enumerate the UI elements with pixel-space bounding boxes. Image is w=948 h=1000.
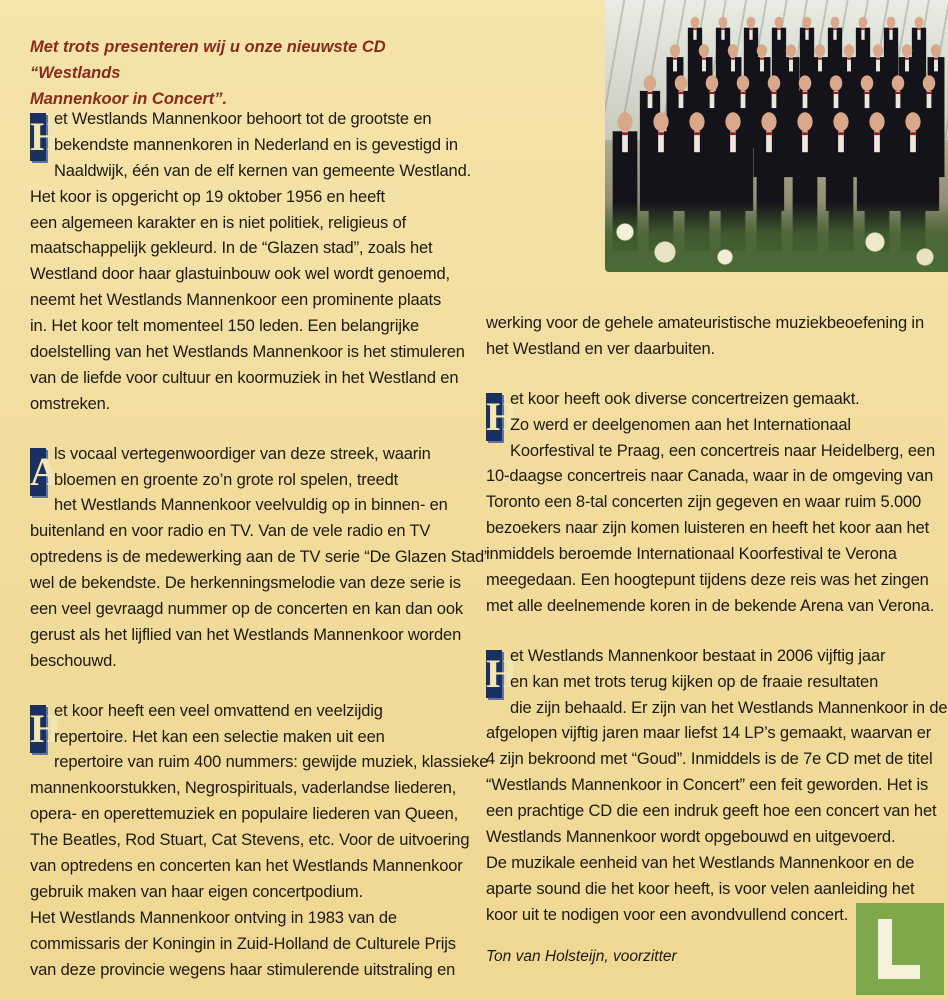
text-line: meegedaan. Een hoogtepunt tijdens deze reis was het zingen — [486, 571, 929, 590]
text-line: van de liefde voor cultuur en koormuziek in het Westland en — [30, 368, 459, 387]
text-line: het Westlands Mannenkoor veelvuldig op in binnen- en — [54, 496, 448, 515]
text-line: Westlands Mannenkoor wordt opgebouwd en uitgevoerd. — [486, 828, 896, 847]
text-line: Het Westlands Mannenkoor ontving in 1983 van de — [30, 908, 397, 927]
paragraph — [30, 107, 472, 418]
text-line: omstreken. — [30, 394, 111, 413]
text-line: met alle deelnemende koren in de bekende Arena van Verona. — [486, 596, 935, 615]
intro-line: Met trots presenteren wij u onze nieuwste CD “Westlands — [30, 38, 386, 83]
text-line: maatschappelijk gekleurd. In de “Glazen stad”, zoals het — [30, 239, 433, 258]
text-line: The Beatles, Rod Stuart, Cat Stevens, etc. Voor de uitvoering — [30, 831, 470, 850]
text-line: repertoire. Het kan een selectie maken uit een — [54, 727, 385, 746]
text-line: van deze provincie wegens haar stimulerende uitstraling en — [30, 960, 456, 979]
paragraph — [486, 387, 935, 620]
text-line: beschouwd. — [30, 651, 117, 670]
text-line: opera- en operettemuziek en populaire liederen van Queen, — [30, 805, 459, 824]
text-line: neemt het Westlands Mannenkoor een prominente plaats — [30, 291, 442, 310]
intro-line: Mannenkoor in Concert”. — [30, 90, 228, 109]
right-text-column — [486, 311, 948, 953]
text-line: et koor heeft ook diverse concertreizen gemaakt. — [510, 389, 860, 408]
paragraph — [30, 699, 489, 984]
text-line: 10-daagse concertreis naar Canada, waar in de omgeving van — [486, 467, 934, 486]
drop-cap: H — [30, 705, 61, 751]
signature: Ton van Holsteijn, voorzitter — [486, 948, 677, 965]
text-line: et Westlands Mannenkoor bestaat in 2006 vijftig jaar — [510, 646, 886, 665]
text-line: het Westland en ver daarbuiten. — [486, 339, 715, 358]
text-line: et Westlands Mannenkoor behoort tot de grootste en — [54, 110, 432, 128]
text-line: Het koor is opgericht op 19 oktober 1956 en heeft — [30, 187, 385, 206]
drop-cap: A — [30, 448, 59, 494]
logo — [856, 903, 944, 995]
text-line: in. Het koor telt momenteel 150 leden. Een belangrijke — [30, 317, 420, 336]
text-line: een veel gevraagd nummer op de concerten en kan dan ook — [30, 600, 463, 619]
text-line: et koor heeft een veel omvattend en veelzijdig — [54, 701, 383, 720]
text-line: optredens is de medewerking aan de TV serie “De Glazen Stad” — [30, 548, 490, 567]
text-line: 4 zijn bekroond met “Goud”. Inmiddels is de 7e CD met de titel — [486, 750, 933, 769]
text-line: wel de bekendste. De herkenningsmelodie van deze serie is — [30, 574, 461, 593]
text-line: gerust als het lijflied van het Westlands Mannenkoor worden — [30, 625, 462, 644]
drop-cap: H — [30, 114, 61, 159]
text-line: De muzikale eenheid van het Westlands Mannenkoor en de — [486, 853, 915, 872]
drop-cap: H — [486, 650, 517, 696]
text-line: bloemen en groente zo’n grote rol spelen, treedt — [54, 470, 399, 489]
left-text-column — [30, 107, 490, 1000]
text-line: repertoire van ruim 400 nummers: gewijde muziek, klassieke — [54, 753, 489, 772]
text-line: afgelopen vijftig jaren maar liefst 14 LP’s gemaakt, waarvan er — [486, 724, 932, 743]
choir-photo — [605, 0, 948, 272]
intro-heading — [30, 34, 470, 112]
text-line: werking voor de gehele amateuristische muziekbeoefening in — [486, 314, 924, 332]
text-line: aparte sound die het koor heeft, is voor velen aanleiding het — [486, 879, 915, 898]
text-line: Zo werd er deelgenomen aan het Internationaal — [510, 415, 851, 434]
text-line: en kan met trots terug kijken op de fraaie resultaten — [510, 672, 879, 691]
flowers-foreground — [605, 202, 948, 272]
text-line: Toronto een 8-tal concerten zijn gegeven en waar ruim 5.000 — [486, 493, 922, 512]
text-line: Westland door haar glastuinbouw ook wel wordt genoemd, — [30, 265, 450, 284]
text-line: een algemeen karakter en is niet politiek, religieus of — [30, 213, 407, 232]
text-line: bekendste mannenkoren in Nederland en is gevestigd in — [54, 135, 458, 154]
text-line: mannenkoorstukken, Negrospirituals, vaderlandse liederen, — [30, 779, 457, 798]
text-line: “Westlands Mannenkoor in Concert” een feit geworden. Het is — [486, 776, 929, 795]
text-line: Koorfestival te Praag, een concertreis naar Heidelberg, een — [510, 441, 935, 460]
text-line: bezoekers naar zijn komen luisteren en heeft het koor aan het — [486, 519, 930, 538]
text-line: commissaris der Koningin in Zuid-Holland de Culturele Prijs — [30, 934, 456, 953]
text-line: die zijn behaald. Er zijn van het Westlands Mannenkoor in de — [510, 698, 948, 717]
text-line: koor uit te nodigen voor een avondvullend concert. — [486, 905, 849, 924]
text-line: buitenland en voor radio en TV. Van de vele radio en TV — [30, 522, 431, 541]
l-logo-icon — [878, 919, 920, 979]
text-line: ls vocaal vertegenwoordiger van deze streek, waarin — [54, 444, 431, 463]
text-line: gebruik maken van haar eigen concertpodium. — [30, 882, 363, 901]
text-line: inmiddels beroemde Internationaal Koorfestival te Verona — [486, 545, 897, 564]
text-line: van optredens en concerten kan het Westlands Mannenkoor — [30, 857, 463, 876]
paragraph — [486, 644, 948, 929]
text-line: doelstelling van het Westlands Mannenkoor is het stimuleren — [30, 343, 465, 362]
paragraph — [30, 442, 490, 675]
text-line: een prachtige CD die een indruk geeft hoe een concert van het — [486, 802, 937, 821]
text-line: Naaldwijk, één van de elf kernen van gemeente Westland. — [54, 161, 472, 180]
drop-cap: H — [486, 393, 517, 439]
paragraph — [486, 311, 924, 363]
